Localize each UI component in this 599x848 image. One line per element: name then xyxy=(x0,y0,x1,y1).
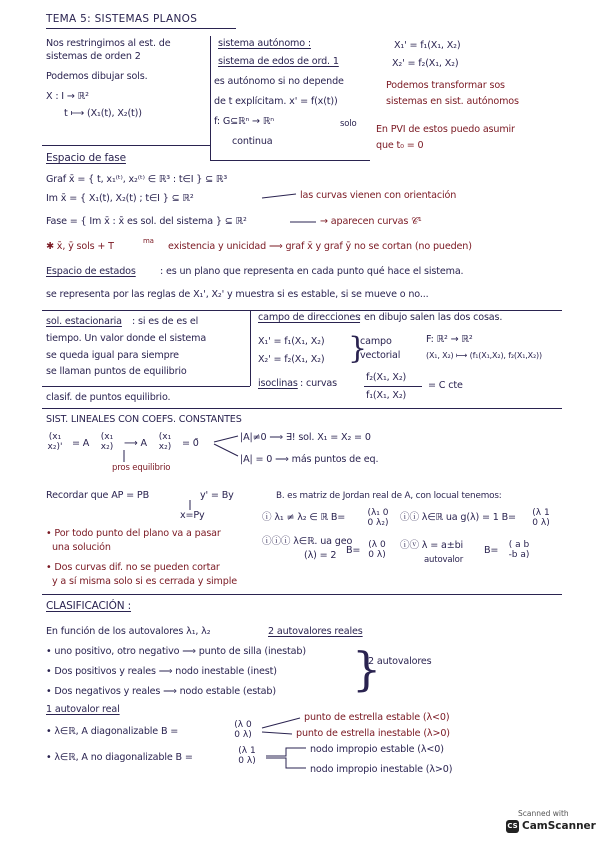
eq-x2: X₂' = f₂(X₁, X₂) xyxy=(392,58,459,69)
estacionaria-line-4: se llaman puntos de equilibrio xyxy=(46,366,187,377)
lineales-vector-rhs: (x₁ x₂) xyxy=(100,432,114,452)
intro-line-2: sistemas de orden 2 xyxy=(46,51,141,62)
clasificacion-b2: • Dos positivos y reales ⟹ nodo inestable (inest) xyxy=(46,666,277,677)
autonomo-heading: sistema autónomo : xyxy=(218,38,311,49)
estacionaria-line-3: se queda igual para siempre xyxy=(46,350,179,361)
jordan-case-ii-matrix: (λ 1 0 λ) xyxy=(532,508,550,528)
lineales-vector-rhs-2: (x₁ x₂) xyxy=(158,432,172,452)
pvi-line-1: En PVI de estos puedo asumir xyxy=(376,124,515,135)
intro-line-5: t ⟼ (X₁(t), X₂(t)) xyxy=(64,108,142,119)
d1b-arrow xyxy=(262,732,292,734)
separator-4 xyxy=(42,408,562,409)
campo-heading-2: : en dibujo salen las dos cosas. xyxy=(358,312,503,323)
estados-line-2: se representa por las reglas de X₁', X₂' y muestra si es estable, si se mueve o no... xyxy=(46,289,429,300)
d2a-arrow xyxy=(266,748,306,756)
campo-eq-1: X₁' = f₁(X₁, X₂) xyxy=(258,336,325,347)
autonomo-line-4: de t explícitam. x' = f(x(t)) xyxy=(214,96,338,107)
r1-arrow xyxy=(214,436,238,442)
autonomo-line-5: f: G⊆ℝⁿ → ℝⁿ xyxy=(214,116,274,127)
fase-heading: Espacio de fase xyxy=(46,152,126,164)
clasificacion-d2-matrix: (λ 1 0 λ) xyxy=(238,746,256,766)
campo-F-map: (X₁, X₂) ⟼ (f₁(X₁,X₂), f₂(X₁,X₂)) xyxy=(426,351,543,360)
fase-star: ✱ x̄, ȳ sols + T xyxy=(46,241,114,252)
camscanner-brand: CamScanner xyxy=(522,820,596,832)
fase-graf: Graf x̄ = { t, x₁⁽ᵗ⁾, x₂⁽ᵗ⁾ ∈ ℝ³ : t∈I } ⊆ ℝ³ xyxy=(46,174,228,185)
isoclinas-heading: isoclinas xyxy=(258,378,298,389)
campo-brace: } xyxy=(348,331,368,366)
intro-line-4: X : I → ℝ² xyxy=(46,91,89,102)
r2-arrow xyxy=(214,444,238,456)
clasificacion-d2b: nodo impropio inestable (λ>0) xyxy=(310,764,453,775)
jordan-point-2: • Dos curvas dif. no se pueden cortar xyxy=(46,562,220,573)
autonomo-line-6: continua xyxy=(232,136,273,147)
intro-line-1: Nos restringimos al est. de xyxy=(46,38,171,49)
pvi-line-2: que t₀ = 0 xyxy=(376,140,424,151)
jordan-B-desc: B. es matriz de Jordan real de A, con locual tenemos: xyxy=(276,491,502,501)
estados-def: : es un plano que representa en cada punto qué hace el sistema. xyxy=(160,266,464,277)
jordan-case-iii-matrix: (λ 0 0 λ) xyxy=(368,540,386,560)
autonomo-solo: solo xyxy=(340,119,357,129)
jordan-xpy: x=Py xyxy=(180,510,205,521)
clasificacion-two: 2 autovalores xyxy=(368,656,432,667)
clasificacion-heading: CLASIFICACIÓN : xyxy=(46,600,132,612)
isoclinas-fraction-bar xyxy=(364,386,422,387)
lineales-r1: |A|≠0 ⟹ ∃! sol. X₁ = X₂ = 0 xyxy=(240,432,371,443)
eq-x1: X₁' = f₁(X₁, X₂) xyxy=(394,40,461,51)
isoclinas-den: f₁(X₁, X₂) xyxy=(366,390,407,401)
estacionaria-line-1: : si es de es el xyxy=(132,316,199,327)
campo-label-2: vectorial xyxy=(360,350,401,361)
clasificacion-one: 1 autovalor real xyxy=(46,704,120,715)
jordan-case-i-matrix: (λ₁ 0 0 λ₂) xyxy=(367,508,389,528)
jordan-case-iv: ⓘⓥ λ = a±bi xyxy=(400,540,464,551)
autonomo-line-3: es autónomo si no depende xyxy=(214,76,344,87)
lineales-pe: pros equilibrio xyxy=(112,463,171,473)
jordan-point-1b: una solución xyxy=(52,542,111,553)
jordan-case-iv-2: autovalor xyxy=(424,555,464,565)
fase-orientation: las curvas vienen con orientación xyxy=(300,190,457,201)
estacionaria-line-2: tiempo. Un valor donde el sistema xyxy=(46,333,207,344)
fase-unique: existencia y unicidad ⟹ graf x̄ y graf ȳ no se cortan (no pueden) xyxy=(168,241,472,252)
intro-line-3: Podemos dibujar sols. xyxy=(46,71,148,82)
scanned-with-label: Scanned with xyxy=(518,809,569,818)
fase-im: Im x̄ = { X₁(t), X₂(t) ; t∈I } ⊆ ℝ² xyxy=(46,193,194,204)
clasificacion-b1: • uno positivo, otro negativo ⟹ punto de silla (inestab) xyxy=(46,646,306,657)
title-underline xyxy=(46,28,236,29)
campo-label-1: campo xyxy=(360,336,392,347)
estacionaria-heading: sol. estacionaria xyxy=(46,316,122,327)
campo-eq-2: X₂' = f₂(X₁, X₂) xyxy=(258,354,325,365)
camscanner-watermark xyxy=(504,808,596,838)
clasificacion-d2: • λ∈ℝ, A no diagonalizable B = xyxy=(46,752,193,763)
jordan-case-ii: ⓘⓘ λ∈ℝ ua g(λ) = 1 B= xyxy=(400,512,516,523)
clasif-equilibrio: clasif. de puntos equilibrio. xyxy=(46,392,171,403)
isoclinas-curvas: : curvas xyxy=(300,378,337,389)
d2b-arrow xyxy=(266,758,306,768)
jordan-line-1: Recordar que AP = PB xyxy=(46,490,149,501)
lineales-arrow: ⟶ A xyxy=(124,438,147,449)
clasificacion-intro: En función de los autovalores λ₁, λ₂ xyxy=(46,626,211,637)
isoclinas-cte: = C cte xyxy=(428,380,463,391)
lineales-vector-lhs: (x₁ x₂)' xyxy=(47,432,63,452)
lineales-zero: = 0̄ xyxy=(182,438,199,449)
transform-line-2: sistemas en sist. autónomos xyxy=(386,96,519,107)
jordan-case-iv-matrix: ( a b -b a) xyxy=(508,540,530,560)
fase-curvas: → aparecen curvas 𝒞¹ xyxy=(320,216,422,227)
jordan-case-iii-2: (λ) = 2 xyxy=(304,550,337,561)
clasificacion-d1: • λ∈ℝ, A diagonalizable B = xyxy=(46,726,179,737)
autonomo-box-bottom xyxy=(210,160,370,161)
isoclinas-num: f₂(X₁, X₂) xyxy=(366,372,407,383)
clasificacion-d2a: nodo impropio estable (λ<0) xyxy=(310,744,444,755)
clasificacion-d1-matrix: (λ 0 0 λ) xyxy=(234,720,252,740)
clasificacion-intro-2: 2 autovalores reales xyxy=(268,626,363,637)
jordan-y: y' = By xyxy=(200,490,234,501)
lineales-heading: SIST. LINEALES CON COEFS. CONSTANTES xyxy=(46,414,242,425)
lineales-r2: |A| = 0 ⟹ más puntos de eq. xyxy=(240,454,379,465)
autonomo-line-2: sistema de edos de ord. 1 xyxy=(218,56,339,67)
jordan-case-iii-B: B= xyxy=(346,545,361,556)
clasificacion-brace: } xyxy=(352,642,382,696)
clasificacion-d1a: punto de estrella estable (λ<0) xyxy=(304,712,450,723)
estados-heading: Espacio de estados xyxy=(46,266,136,277)
separator-1 xyxy=(42,145,210,146)
autonomo-box-left xyxy=(210,36,211,160)
camscanner-logo-icon: CS xyxy=(506,820,519,833)
jordan-case-iv-B: B= xyxy=(484,545,499,556)
separator-3 xyxy=(42,386,250,387)
campo-F: F: ℝ² → ℝ² xyxy=(426,334,473,345)
jordan-case-iii: ⓘⓘⓘ λ∈ℝ. ua geo xyxy=(262,536,353,547)
campo-heading: campo de direcciones xyxy=(258,312,361,323)
fase-fase: Fase = { Im x̄ : x̄ es sol. del sistema } ⊆ ℝ² xyxy=(46,216,247,227)
clasificacion-b3: • Dos negativos y reales ⟹ nodo estable (estab) xyxy=(46,686,276,697)
transform-line-1: Podemos transformar sos xyxy=(386,80,505,91)
clasificacion-d1b: punto de estrella inestable (λ>0) xyxy=(296,728,450,739)
fase-star-sup: ma xyxy=(143,237,154,245)
block-divider xyxy=(250,310,251,386)
lineales-eq-A: = A xyxy=(72,438,90,449)
separator-2 xyxy=(42,310,562,311)
jordan-point-1: • Por todo punto del plano va a pasar xyxy=(46,528,221,539)
page-title: TEMA 5: SISTEMAS PLANOS xyxy=(46,13,198,25)
separator-5 xyxy=(42,594,562,595)
jordan-case-i: ⓘ λ₁ ≠ λ₂ ∈ ℝ B= xyxy=(262,512,346,523)
d1a-arrow xyxy=(262,718,300,728)
jordan-point-2b: y a sí misma solo si es cerrada y simple xyxy=(52,576,237,587)
orient-arrow xyxy=(262,194,296,198)
